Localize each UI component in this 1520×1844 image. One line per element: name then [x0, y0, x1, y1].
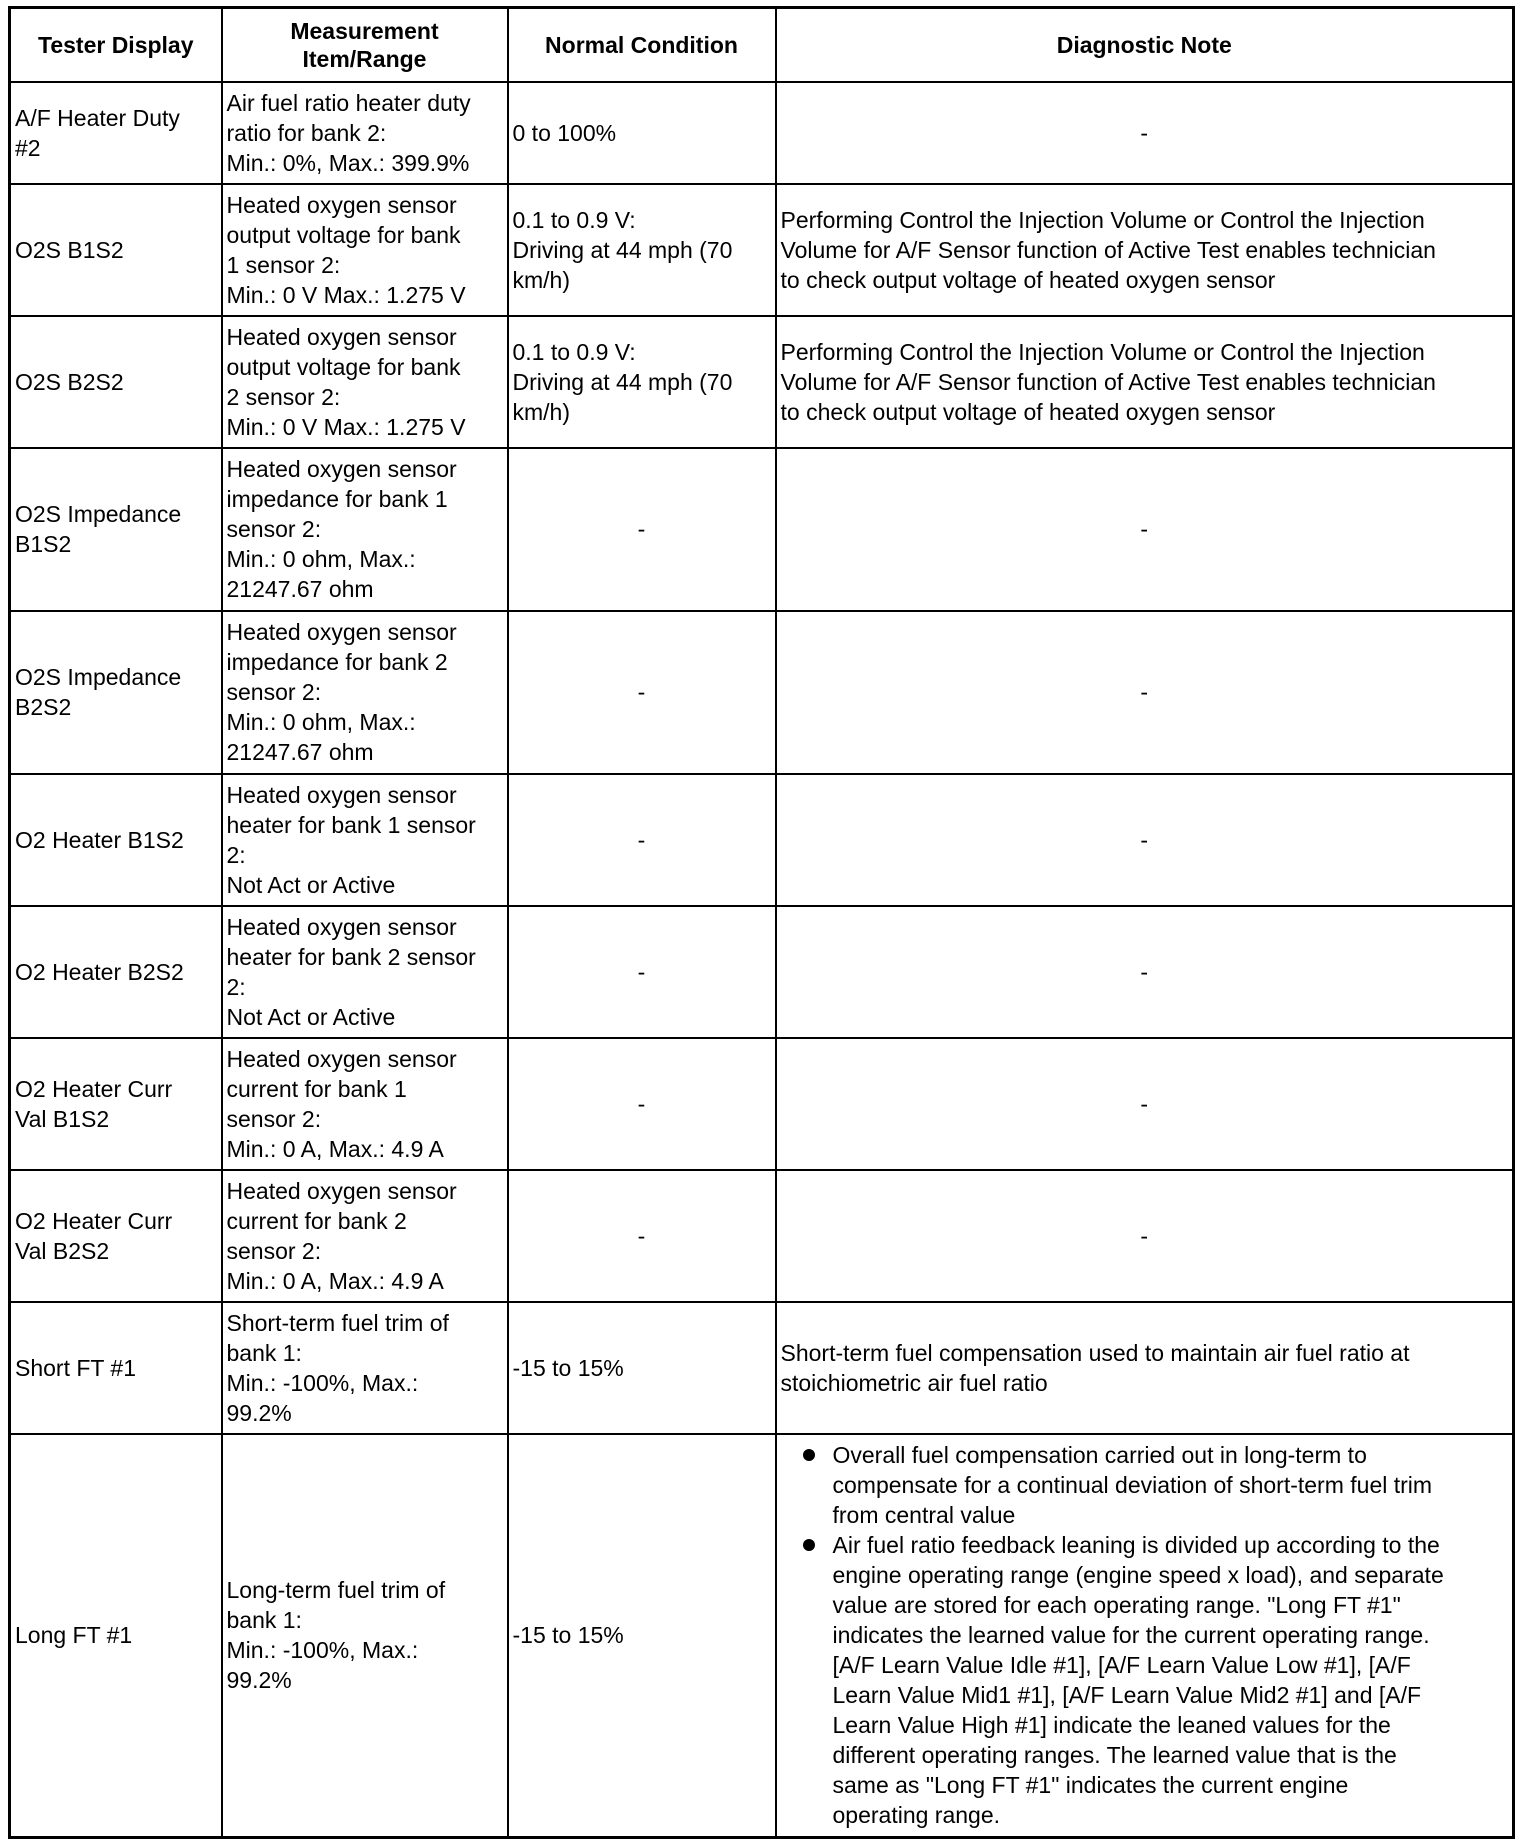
cell-diagnostic-note: - — [776, 82, 1514, 184]
list-item — [781, 1440, 1509, 1530]
cell-normal-condition: -15 to 15% — [508, 1434, 776, 1838]
cell-measurement: Heated oxygen sensor output voltage for bank 2 sensor 2: Min.: 0 V Max.: 1.275 V — [222, 316, 508, 448]
cell-diagnostic-note: - — [776, 1170, 1514, 1302]
cell-tester-display: O2 Heater Curr Val B2S2 — [10, 1170, 222, 1302]
cell-tester-display: Long FT #1 — [10, 1434, 222, 1838]
cell-diagnostic-note: - — [776, 611, 1514, 774]
data-list-table — [8, 6, 1515, 1839]
cell-diagnostic-note: Short-term fuel compensation used to maintain air fuel ratio at stoichiometric air fuel ratio — [776, 1302, 1514, 1434]
table-row — [10, 82, 1514, 184]
table-row — [10, 774, 1514, 906]
data-list-sheet — [8, 6, 1512, 1839]
header-tester-display: Tester Display — [10, 8, 222, 82]
cell-measurement: Air fuel ratio heater duty ratio for bank 2: Min.: 0%, Max.: 399.9% — [222, 82, 508, 184]
cell-measurement: Heated oxygen sensor current for bank 1 sensor 2: Min.: 0 A, Max.: 4.9 A — [222, 1038, 508, 1170]
cell-measurement: Short-term fuel trim of bank 1: Min.: -100%, Max.: 99.2% — [222, 1302, 508, 1434]
cell-measurement: Long-term fuel trim of bank 1: Min.: -100%, Max.: 99.2% — [222, 1434, 508, 1838]
cell-diagnostic-note: - — [776, 1038, 1514, 1170]
cell-normal-condition: 0.1 to 0.9 V: Driving at 44 mph (70 km/h) — [508, 184, 776, 316]
header-normal-condition: Normal Condition — [508, 8, 776, 82]
cell-tester-display: O2S Impedance B1S2 — [10, 448, 222, 611]
table-row — [10, 906, 1514, 1038]
cell-diagnostic-note: Performing Control the Injection Volume or Control the Injection Volume for A/F Sensor function of Active Test enables technician to check output voltage of heated oxygen sensor — [776, 316, 1514, 448]
cell-measurement: Heated oxygen sensor current for bank 2 sensor 2: Min.: 0 A, Max.: 4.9 A — [222, 1170, 508, 1302]
cell-measurement: Heated oxygen sensor impedance for bank 2 sensor 2: Min.: 0 ohm, Max.: 21247.67 ohm — [222, 611, 508, 774]
cell-normal-condition: - — [508, 906, 776, 1038]
diagnostic-note-bullet-list — [781, 1440, 1509, 1830]
cell-normal-condition: 0 to 100% — [508, 82, 776, 184]
cell-diagnostic-note: - — [776, 448, 1514, 611]
table-row — [10, 1038, 1514, 1170]
table-row — [10, 316, 1514, 448]
cell-tester-display: A/F Heater Duty #2 — [10, 82, 222, 184]
header-row — [10, 8, 1514, 82]
bullet-icon — [803, 1539, 815, 1551]
cell-measurement: Heated oxygen sensor heater for bank 1 sensor 2: Not Act or Active — [222, 774, 508, 906]
bullet-text: Overall fuel compensation carried out in long-term to compensate for a continual deviation of short-term fuel trim from central value — [832, 1442, 1433, 1529]
cell-diagnostic-note: - — [776, 774, 1514, 906]
cell-tester-display: O2S Impedance B2S2 — [10, 611, 222, 774]
table-row — [10, 1302, 1514, 1434]
table-row — [10, 1434, 1514, 1838]
header-diagnostic-note: Diagnostic Note — [776, 8, 1514, 82]
cell-tester-display: O2 Heater B1S2 — [10, 774, 222, 906]
header-measurement: Measurement Item/Range — [222, 8, 508, 82]
table-row — [10, 1170, 1514, 1302]
cell-diagnostic-note — [776, 1434, 1514, 1838]
list-item — [781, 1530, 1509, 1830]
cell-measurement: Heated oxygen sensor output voltage for bank 1 sensor 2: Min.: 0 V Max.: 1.275 V — [222, 184, 508, 316]
table-row — [10, 184, 1514, 316]
cell-normal-condition: - — [508, 774, 776, 906]
cell-tester-display: Short FT #1 — [10, 1302, 222, 1434]
cell-measurement: Heated oxygen sensor heater for bank 2 sensor 2: Not Act or Active — [222, 906, 508, 1038]
table-row — [10, 611, 1514, 774]
cell-diagnostic-note: Performing Control the Injection Volume or Control the Injection Volume for A/F Sensor function of Active Test enables technician to check output voltage of heated oxygen sensor — [776, 184, 1514, 316]
cell-normal-condition: - — [508, 448, 776, 611]
bullet-text: Air fuel ratio feedback leaning is divided up according to the engine operating range (engine speed x load), and separate value are stored for each operating range. "Long FT #1" indicates the learned value for the current operating range. [A/F Learn Value Idle #1], [A/F Learn Value Low #1], [A/F Learn Value Mid1 #1], [A/F Learn Value Mid2 #1] and [A/F Learn Value High #1] indicate the leaned values for the different operating ranges. The learned value that is the same as "Long FT #1" indicates the current engine operating range. — [832, 1532, 1444, 1829]
cell-normal-condition: -15 to 15% — [508, 1302, 776, 1434]
cell-normal-condition: - — [508, 1170, 776, 1302]
cell-measurement: Heated oxygen sensor impedance for bank 1 sensor 2: Min.: 0 ohm, Max.: 21247.67 ohm — [222, 448, 508, 611]
table-row — [10, 448, 1514, 611]
cell-diagnostic-note: - — [776, 906, 1514, 1038]
bullet-icon — [803, 1449, 815, 1461]
cell-tester-display: O2 Heater B2S2 — [10, 906, 222, 1038]
cell-tester-display: O2S B1S2 — [10, 184, 222, 316]
cell-normal-condition: - — [508, 611, 776, 774]
cell-normal-condition: 0.1 to 0.9 V: Driving at 44 mph (70 km/h) — [508, 316, 776, 448]
cell-normal-condition: - — [508, 1038, 776, 1170]
cell-tester-display: O2 Heater Curr Val B1S2 — [10, 1038, 222, 1170]
cell-tester-display: O2S B2S2 — [10, 316, 222, 448]
